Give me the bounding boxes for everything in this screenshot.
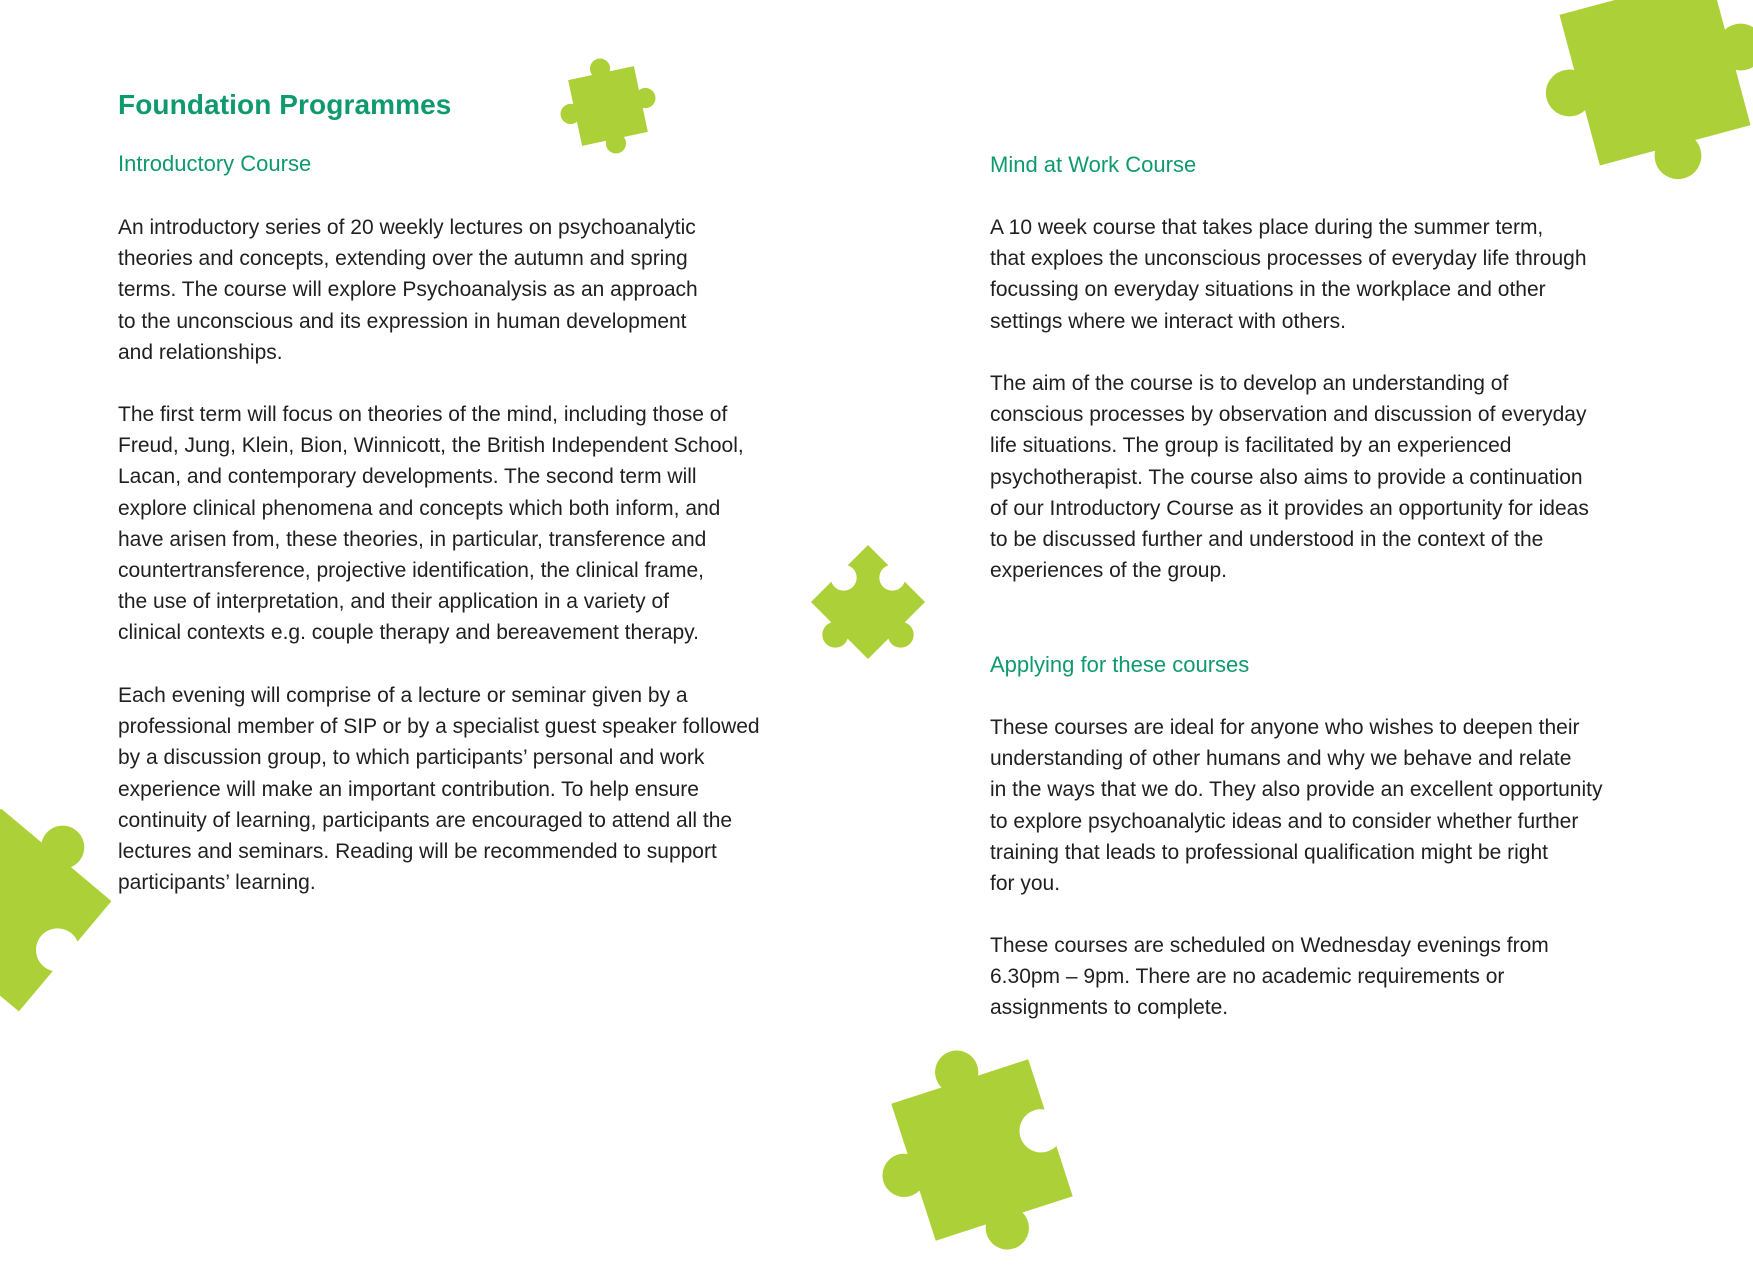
introductory-paragraph-3: Each evening will comprise of a lecture or seminar given by a professional member of SIP or by a specialist guest speaker followed by a discussion group, to which participants’ personal and work experience will make an important contribution. To help ensure continuity of learning, participants are encouraged to attend all the lectures and seminars. Reading will be recommended to support participants’ learning.: [118, 684, 760, 895]
puzzle-piece-icon: [0, 790, 130, 1030]
puzzle-piece-icon: [1525, 0, 1753, 200]
applying-paragraph-1: These courses are ideal for anyone who wishes to deepen their understanding of other humans and why we behave and relate in the ways that we do. They also provide an excellent opportunity to explore psychoanalytic ideas and to consider whether further training that leads to professional qualification might be right for you.: [990, 716, 1603, 896]
applying-heading: Applying for these courses: [990, 652, 1250, 677]
introductory-paragraph-2: The first term will focus on theories of the mind, including those of Freud, Jung, Klein, Bion, Winnicott, the British Independent School, Lacan, and contemporary developments. The second term will explore clinical phenomena and concepts which both inform, and have arisen from, these theories, in particular, transference and countertransference, projective identification, the clinical frame, the use of interpretation, and their application in a variety of clinical contexts e.g. couple therapy and bereavement therapy.: [118, 403, 744, 645]
puzzle-piece-icon: [552, 50, 664, 162]
mind-at-work-paragraph-1: A 10 week course that takes place during the summer term, that exploes the unconscious processes of everyday life through focussing on everyday situations in the workplace and other settings where we interact with others.: [990, 216, 1587, 333]
introductory-course-heading: Introductory Course: [118, 151, 312, 176]
introductory-paragraph-1: An introductory series of 20 weekly lectures on psychoanalytic theories and concepts, extending over the autumn and spring terms. The course will explore Psychoanalysis as an approach to the unconscious and its expression in human development and relationships.: [118, 216, 698, 364]
puzzle-piece-icon: [862, 1030, 1102, 1270]
mind-at-work-paragraph-2: The aim of the course is to develop an understanding of conscious processes by observation and discussion of everyday life situations. The group is facilitated by an experienced psychotherapist. The course also aims to provide a continuation of our Introductory Course as it provides an opportunity for ideas to be discussed further and understood in the context of the experiences of the group.: [990, 372, 1589, 583]
mind-at-work-heading: Mind at Work Course: [990, 152, 1197, 177]
applying-paragraph-2: These courses are scheduled on Wednesday evenings from 6.30pm – 9pm. There are no academic requirements or assignments to complete.: [990, 934, 1549, 1020]
page-title: Foundation Programmes: [118, 89, 452, 120]
